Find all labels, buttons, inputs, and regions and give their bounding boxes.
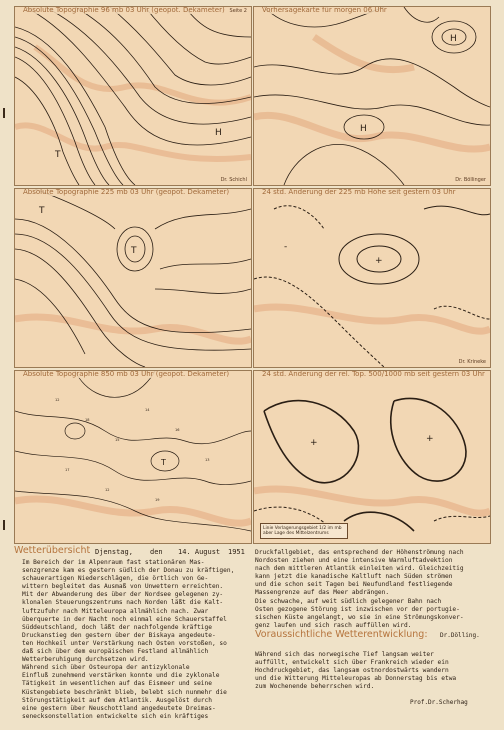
pressure-label: T <box>161 458 166 467</box>
text-line: Osten gezogene Störung ist inzwischen vor der portugie- <box>255 605 460 613</box>
change-label: + <box>426 434 434 444</box>
text-line: Die schwache, auf weit südlich gelegener Bahn nach <box>255 597 442 605</box>
text-line: Hochdruckgebiet, das langsam ostnordostwärts wandern <box>255 667 449 675</box>
text-line: Druckanstieg den gestern über der Biskaya angedeute- <box>22 631 216 639</box>
map-225mb-change <box>253 188 491 368</box>
text-line: Druckfallgebiet, das entsprechend der Höhenströmung nach <box>255 549 464 556</box>
page-number: Seite 2 <box>229 8 247 14</box>
text-line: genz laufen und sich rasch auffüllen wird. <box>255 621 412 629</box>
text-line: und die schon seit Tagen bei Neufundland festliegende <box>255 581 453 589</box>
text-line: Massengrenze auf das Meer abdrängen. <box>255 589 390 597</box>
map-96mb <box>14 6 252 186</box>
map-legend <box>260 523 348 539</box>
map-title: Absolute Topographie 850 mb 03 Uhr (geopot. Dekameter) <box>23 370 230 378</box>
legend-line: Linie Verlagerungsgebiet 1/2 im mb <box>263 525 342 531</box>
text-line: daß sich über dem europäischen Festland allmählich <box>22 648 209 656</box>
map-225mb <box>14 188 252 368</box>
report-year: 1951 <box>228 548 245 556</box>
svg-text:19: 19 <box>155 498 160 502</box>
text-line: kann jetzt die kanadische Kaltluft nach Süden strömen <box>255 573 453 581</box>
text-line: eine gestern über Neuschottland angedeutete Dreimas- <box>22 704 216 712</box>
report-right-column <box>255 549 487 630</box>
map-title: 24 std. Änderung der 225 mb Höhe seit gestern 03 Uhr <box>262 188 456 196</box>
text-line: zum Wochenende beherrschen wird. <box>255 683 375 691</box>
report-left-column <box>22 559 248 721</box>
svg-text:17: 17 <box>65 468 70 472</box>
map-225mb-change-contours <box>254 189 490 367</box>
pressure-label: H <box>215 128 222 138</box>
text-line: wittern begleitet das Ausmaß von Unwettern erreichten. <box>22 583 224 591</box>
map-credit: Dr. Schichl <box>220 177 247 183</box>
map-credit: Dr. Böllinger <box>455 177 486 183</box>
report-heading: Wetterübersicht <box>14 545 91 556</box>
map-850mb-contours <box>15 371 251 543</box>
change-label: + <box>310 438 318 448</box>
pressure-label: T <box>55 150 61 160</box>
text-line: sischen Küste angelangt, wo sie in eine Strömungskonver- <box>255 613 464 621</box>
text-line: Süddeutschland, doch läßt der nachfolgende kräftige <box>22 623 212 631</box>
map-850mb <box>14 370 252 544</box>
pressure-label: T <box>131 246 137 256</box>
text-line: klonalen Steuerungszentrums nach Norden läßt die Kalt- <box>22 599 224 607</box>
map-forecast <box>253 6 491 186</box>
text-line: Einfluß zunehmend verstärken konnte und die zyklonale <box>22 672 220 680</box>
binding-hole <box>3 520 5 530</box>
change-label: + <box>375 256 383 266</box>
signature-doelling: Dr.Dölling. <box>440 632 480 639</box>
map-title: Absolute Topographie 225 mb 03 Uhr (geopot. Dekameter) <box>23 188 230 196</box>
text-line: senzgrenze kam es gestern südlich der Donau zu kräftigen, <box>22 567 235 575</box>
svg-text:15: 15 <box>115 438 120 442</box>
map-title: 24 std. Änderung der rel. Top. 500/1000 mb seit gestern 03 Uhr <box>262 370 485 378</box>
map-225mb-contours <box>15 189 251 367</box>
text-line: Tätigkeit im wesentlichen auf das Eismeer und seine <box>22 680 212 688</box>
text-line: Im Bereich der im Alpenraum fast stationären Mas- <box>22 559 205 566</box>
svg-text:18: 18 <box>85 418 90 422</box>
signature-scherhag: Prof.Dr.Scherhag <box>410 699 468 706</box>
svg-text:13: 13 <box>205 458 210 462</box>
pressure-label: H <box>360 124 367 134</box>
text-line: nach dem mittleren Atlantik einleiten wird. Gleichzeitig <box>255 565 464 573</box>
change-label: - <box>284 242 288 252</box>
svg-text:14: 14 <box>145 408 150 412</box>
map-96mb-contours <box>15 7 251 185</box>
svg-text:16: 16 <box>175 428 180 432</box>
svg-text:12: 12 <box>55 398 60 402</box>
text-line: Während sich über Osteuropa der antizyklonale <box>22 664 190 672</box>
text-line: Küstengebiete beschränkt blieb, belebt sich nunmehr die <box>22 688 227 696</box>
text-line: Während sich das norwegische Tief langsam weiter <box>255 651 434 658</box>
map-forecast-contours <box>254 7 490 185</box>
text-line: senecksonstellation entwickelte sich ein kräftiges <box>22 712 209 720</box>
forecast-heading: Voraussichtliche Wetterentwicklung: <box>255 629 428 640</box>
text-line: luftzufuhr nach Mitteleuropa allmählich nach. Zwar <box>22 607 209 615</box>
map-rel-top-change <box>253 370 491 544</box>
svg-text:12: 12 <box>105 488 110 492</box>
forecast-text <box>255 651 487 691</box>
text-line: Nordosten ziehen und eine intensive Warmluftadvektion <box>255 557 453 565</box>
text-line: überquerte in der Nacht noch einmal eine Schauerstaffel <box>22 615 227 623</box>
text-line: ten Hochkeil unter Verstärkung nach Osten vorstoßen, so <box>22 639 227 647</box>
map-title: Absolute Topographie 96 mb 03 Uhr (geopot. Dekameter) <box>23 6 225 14</box>
map-credit: Dr. Krineke <box>458 359 486 365</box>
report-date: 14. August <box>178 548 221 556</box>
legend-line: aber Lage des Mittelzentrums <box>263 530 329 536</box>
report-day: Djenstag, <box>95 548 133 556</box>
pressure-label: H <box>450 34 457 44</box>
pressure-label: T <box>39 206 45 216</box>
text-line: Mit der Abwanderung des über der Nordsee gelegenen zy- <box>22 591 224 599</box>
map-title: Vorhersagekarte für morgen 06 Uhr <box>262 6 387 14</box>
text-line: Wetterberuhigung durchsetzen wird. <box>22 656 149 664</box>
text-line: auffüllt, entwickelt sich über Frankreich wieder ein <box>255 659 449 667</box>
map-rel-top-change-contours <box>254 371 490 543</box>
text-line: und die Witterung Mitteleuropas ab Donnerstag bis etwa <box>255 675 457 683</box>
text-line: Störungstätigkeit auf dem Atlantik. Ausgelöst durch <box>22 696 212 704</box>
report-den: den <box>150 548 163 556</box>
binding-hole <box>3 108 5 118</box>
text-line: schauerartigen Niederschlägen, die örtlich von Ge- <box>22 575 209 583</box>
